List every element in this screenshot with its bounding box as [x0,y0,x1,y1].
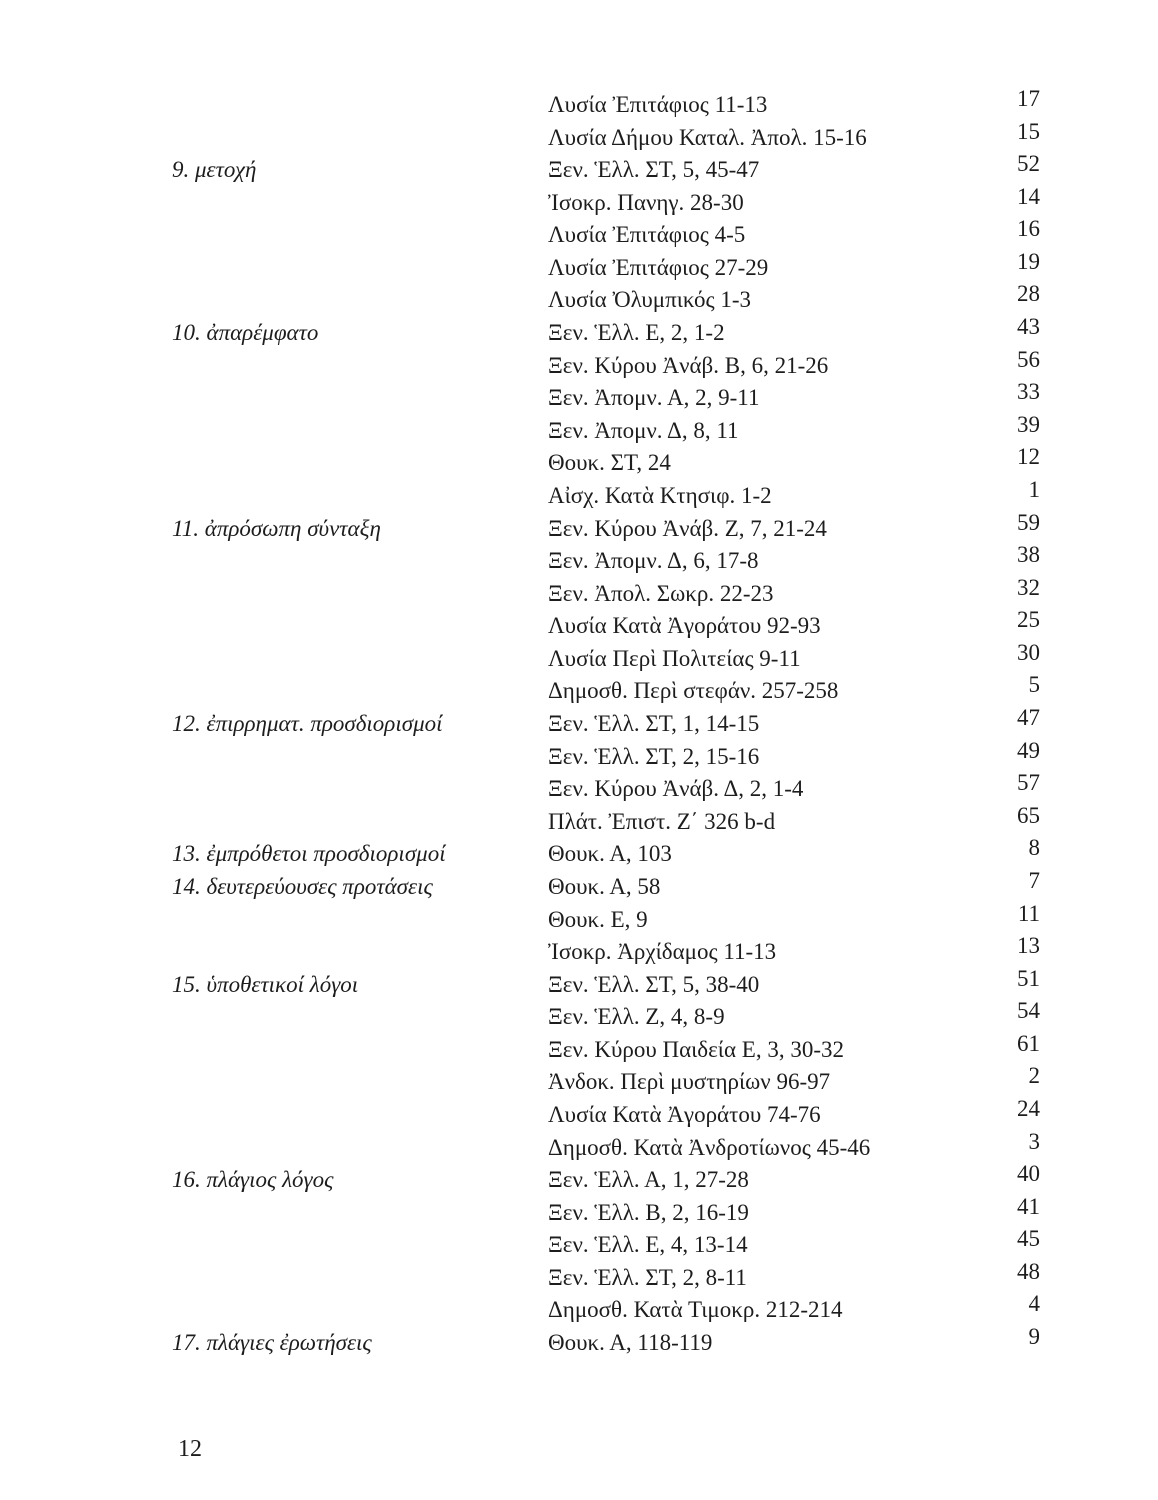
index-page-ref: 17 [1017,86,1040,111]
index-page-ref: 54 [1017,998,1040,1024]
index-row [0,707,1158,740]
index-row [0,574,1158,610]
index-row [0,1065,1158,1098]
index-row [0,674,1158,707]
index-page-ref: 43 [1017,314,1040,340]
index-row [0,837,1158,870]
index-page-ref: 7 [1028,867,1040,893]
index-source: Ξεν. Ἀπομν. Δ, 6, 17-8 [548,548,759,574]
index-source: Ξεν. Ἑλλ. ΣΤ, 2, 8-11 [548,1264,747,1290]
index-page-ref: 2 [1028,1063,1040,1089]
index-row [0,935,1158,968]
index-row [0,153,1158,186]
index-row [0,900,1158,936]
index-source: Αἰσχ. Κατὰ Κτησιφ. 1-2 [548,482,772,508]
index-row [0,446,1158,479]
index-row [0,476,1158,512]
index-page-ref: 28 [1017,281,1040,307]
index-row [0,802,1158,838]
index-page-ref: 11 [1017,900,1040,926]
index-row [0,1030,1158,1066]
index-source: Πλάτ. Ἐπιστ. Ζ΄ 326 b-d [548,808,776,834]
index-page-ref: 4 [1028,1291,1040,1317]
index-source: Θουκ. ΣΤ, 24 [548,450,671,476]
index-row [0,88,1158,121]
index-source: Δημοσθ. Περὶ στεφάν. 257-258 [548,678,839,704]
index-source: Ἀνδοκ. Περὶ μυστηρίων 96-97 [548,1069,831,1095]
index-source: Ξεν. Ἑλλ. Ε, 2, 1-2 [548,320,725,346]
index-page-ref: 25 [1017,607,1040,633]
index-row [0,218,1158,251]
index-row [0,248,1158,284]
index-row [0,609,1158,642]
index-page-ref: 30 [1017,639,1040,665]
index-row [0,772,1158,805]
index-page-ref: 19 [1017,248,1040,274]
index-page-ref: 33 [1017,379,1040,405]
index-page-ref: 49 [1017,737,1040,763]
index-row [0,1000,1158,1033]
index-row [0,118,1158,154]
index-page-ref: 47 [1017,705,1040,731]
index-topic: 15. ὑποθετικοί λόγοι [172,971,359,997]
index-page-ref: 32 [1017,574,1040,600]
index-source: Ξεν. Ἑλλ. ΣΤ, 2, 15-16 [548,743,760,769]
index-source: Λυσία Κατὰ Ἀγοράτου 92-93 [548,613,821,639]
index-page-ref: 15 [1017,118,1040,144]
index-page-ref: 16 [1017,216,1040,242]
index-page-ref: 3 [1028,1128,1040,1154]
index-page-ref: 39 [1017,411,1040,437]
index-source: Λυσία Περὶ Πολιτείας 9-11 [548,645,801,671]
index-row [0,381,1158,414]
index-row [0,1128,1158,1164]
index-row [0,639,1158,675]
index-page-ref: 38 [1017,542,1040,568]
index-page-ref: 41 [1017,1193,1040,1219]
index-row [0,183,1158,219]
index-page-ref: 59 [1017,509,1040,535]
index-row [0,411,1158,447]
index-source: Ξεν. Ἑλλ. ΣΤ, 1, 14-15 [548,711,760,737]
index-topic: 12. ἐπιρρηματ. προσδιορισμοί [172,711,443,737]
index-source: Λυσία Δήμου Καταλ. Ἀπολ. 15-16 [548,124,867,150]
index-source: Θουκ. Α, 58 [548,873,661,899]
index-page-ref: 12 [1017,444,1040,470]
index-source: Ξεν. Κύρου Ἀνάβ. Δ, 2, 1-4 [548,776,804,802]
index-page-ref: 5 [1028,672,1040,698]
index-source: Ἰσοκρ. Πανηγ. 28-30 [548,189,744,215]
index-topic: 14. δευτερεύουσες προτάσεις [172,873,433,899]
index-source: Θουκ. Α, 103 [548,841,672,867]
index-source: Ξεν. Κύρου Παιδεία Ε, 3, 30-32 [548,1036,845,1062]
index-source: Θουκ. Α, 118-119 [548,1330,713,1356]
index-source: Ξεν. Ἑλλ. Ε, 4, 13-14 [548,1232,748,1258]
index-page-ref: 65 [1017,802,1040,828]
index-row [0,965,1158,1001]
index-page-ref: 14 [1017,183,1040,209]
index-page-ref: 9 [1028,1324,1040,1350]
index-source: Ξεν. Ἑλλ. Β, 2, 16-19 [548,1199,749,1225]
index-source: Λυσία Ἐπιτάφιος 27-29 [548,254,769,280]
index-page-ref: 8 [1028,835,1040,861]
index-row [0,1193,1158,1229]
index-source: Λυσία Ἐπιτάφιος 4-5 [548,222,746,248]
index-source: Θουκ. Ε, 9 [548,906,648,932]
index-topic: 10. ἀπαρέμφατο [172,320,319,346]
index-page-ref: 56 [1017,346,1040,372]
index-page-ref: 61 [1017,1030,1040,1056]
index-row [0,1228,1158,1261]
index-source: Λυσία Κατὰ Ἀγοράτου 74-76 [548,1101,821,1127]
index-row [0,509,1158,545]
index-row [0,283,1158,316]
index-source: Ξεν. Ἀπολ. Σωκρ. 22-23 [548,580,774,606]
index-page-ref: 51 [1017,965,1040,991]
index-page-ref: 48 [1017,1258,1040,1284]
index-row [0,1095,1158,1131]
index-page-ref: 40 [1017,1161,1040,1187]
index-source: Ξεν. Κύρου Ἀνάβ. Β, 6, 21-26 [548,352,829,378]
index-page-ref: 13 [1017,933,1040,959]
index-row [0,737,1158,773]
index-source: Λυσία Ὀλυμπικός 1-3 [548,287,752,313]
index-source: Ξεν. Ἑλλ. Α, 1, 27-28 [548,1167,749,1193]
index-topic: 16. πλάγιος λόγος [172,1167,334,1193]
index-page-ref: 45 [1017,1226,1040,1252]
index-source: Ξεν. Ἑλλ. ΣΤ, 5, 38-40 [548,971,760,997]
index-row [0,1293,1158,1326]
index-row [0,316,1158,349]
index-page-ref: 52 [1017,151,1040,177]
index-page-ref: 24 [1017,1095,1040,1121]
index-row [0,1163,1158,1196]
index-page-ref: 1 [1028,476,1040,502]
index-topic: 9. μετοχή [172,157,257,183]
index-source: Ξεν. Ἑλλ. ΣΤ, 5, 45-47 [548,157,760,183]
index-row [0,1258,1158,1294]
index-page-ref: 57 [1017,770,1040,796]
index-source: Ξεν. Ἑλλ. Ζ, 4, 8-9 [548,1004,725,1030]
index-topic: 17. πλάγιες ἐρωτήσεις [172,1330,372,1356]
page-number: 12 [178,1436,202,1462]
index-topic: 13. ἐμπρόθετοι προσδιορισμοί [172,841,446,867]
index-source: Ἰσοκρ. Ἀρχίδαμος 11-13 [548,939,777,965]
index-row [0,1326,1158,1359]
index-source: Λυσία Ἐπιτάφιος 11-13 [548,92,768,117]
index-source: Δημοσθ. Κατὰ Τιμοκρ. 212-214 [548,1297,843,1323]
index-source: Δημοσθ. Κατὰ Ἀνδροτίωνος 45-46 [548,1134,871,1160]
index-source: Ξεν. Ἀπομν. Δ, 8, 11 [548,417,739,443]
index-topic: 11. ἀπρόσωπη σύνταξη [172,515,381,541]
index-row [0,867,1158,903]
index-source: Ξεν. Κύρου Ἀνάβ. Ζ, 7, 21-24 [548,515,827,541]
index-source: Ξεν. Ἀπομν. Α, 2, 9-11 [548,385,760,411]
index-row [0,346,1158,382]
index-row [0,544,1158,577]
